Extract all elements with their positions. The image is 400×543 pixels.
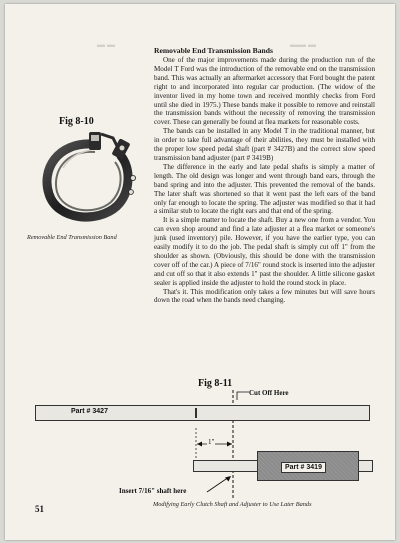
bleed-through-mark: ▬ ▬ xyxy=(97,40,115,49)
article-paragraph: One of the major improvements made during the production run of the Model T Ford was the introduction of the removable end on the transmission band. This was actually an aftermarket accessory that Ford bought the patent right to and incorporated into regular car production. (The widow of the inventor lived in my home town and received monthly checks from Ford until she died in 1975.) These bands make it possible to remove and reinstall the transmission bands without the necessity of removing the transmission cover. These can generally be found at flea markets for reasonable costs. xyxy=(154,56,375,127)
book-page xyxy=(5,4,395,540)
cut-off-label: Cut Off Here xyxy=(249,389,289,397)
page-number: 51 xyxy=(35,504,44,514)
article-body xyxy=(154,46,375,305)
figure-label: Fig 8-11 xyxy=(198,378,233,389)
article-heading: Removable End Transmission Bands xyxy=(154,46,273,55)
insert-arrow xyxy=(205,474,235,494)
figure-label: Fig 8-10 xyxy=(59,116,94,127)
transmission-band-illustration xyxy=(35,128,145,232)
bleed-through-mark: ▬▬ ▬ xyxy=(290,40,316,49)
figure-caption: Modifying Early Clutch Shaft and Adjuster to Use Later Bands xyxy=(153,501,312,508)
dimension-label: 1" xyxy=(208,438,215,446)
part-3419-label: Part # 3419 xyxy=(281,462,326,473)
article-paragraph: It is a simple matter to locate the shaft. Buy a new one from a vendor. You can even shop around and find a late adjuster at a flea market or someone's junk (used inventory) pile. However, if you have the earlier type, you can easily modify it to do the job. The pedal shaft is simply cut off 1" from the shoulder as shown. (Obviously, this should be done with the transmission cover off of the car.) A piece of 7/16" round stock is inserted into the adjuster and cut off so that it also extends 1" past the shoulder. A little silicone gasket sealer is applied inside the adjuster to hold the round stock in place. xyxy=(154,216,375,287)
article-paragraph: That's it. This modification only takes a few minutes but will save hours down the road when the bands need changing. xyxy=(154,287,375,305)
shaft-shoulder xyxy=(195,408,197,418)
article-paragraph: The bands can be installed in any Model T in the traditional manner, but in order to take full advantage of their abilities, they must be installed with the proper low speed pedal shaft (part # 3427B) and the correct slow speed transmission band adjuster (part # 3419B) xyxy=(154,127,375,162)
article-paragraph: The difference in the early and late pedal shafts is simply a matter of length. The old design was longer and went through band ears, through the band spring and into the adjuster. This prevented the removal of the bands. The later shaft was shortened so that it went past the left ears of the band only far enough to locate the spring. The adjuster was modified so that it had a similar stub to locate the right ears and that end of the spring. xyxy=(154,162,375,216)
insert-shaft-note: Insert 7/16" shaft here xyxy=(119,487,187,495)
figure-caption: Removable End Transmission Band xyxy=(27,234,117,241)
part-3427-label: Part # 3427 xyxy=(71,408,108,415)
cut-label-pointer xyxy=(231,388,251,402)
